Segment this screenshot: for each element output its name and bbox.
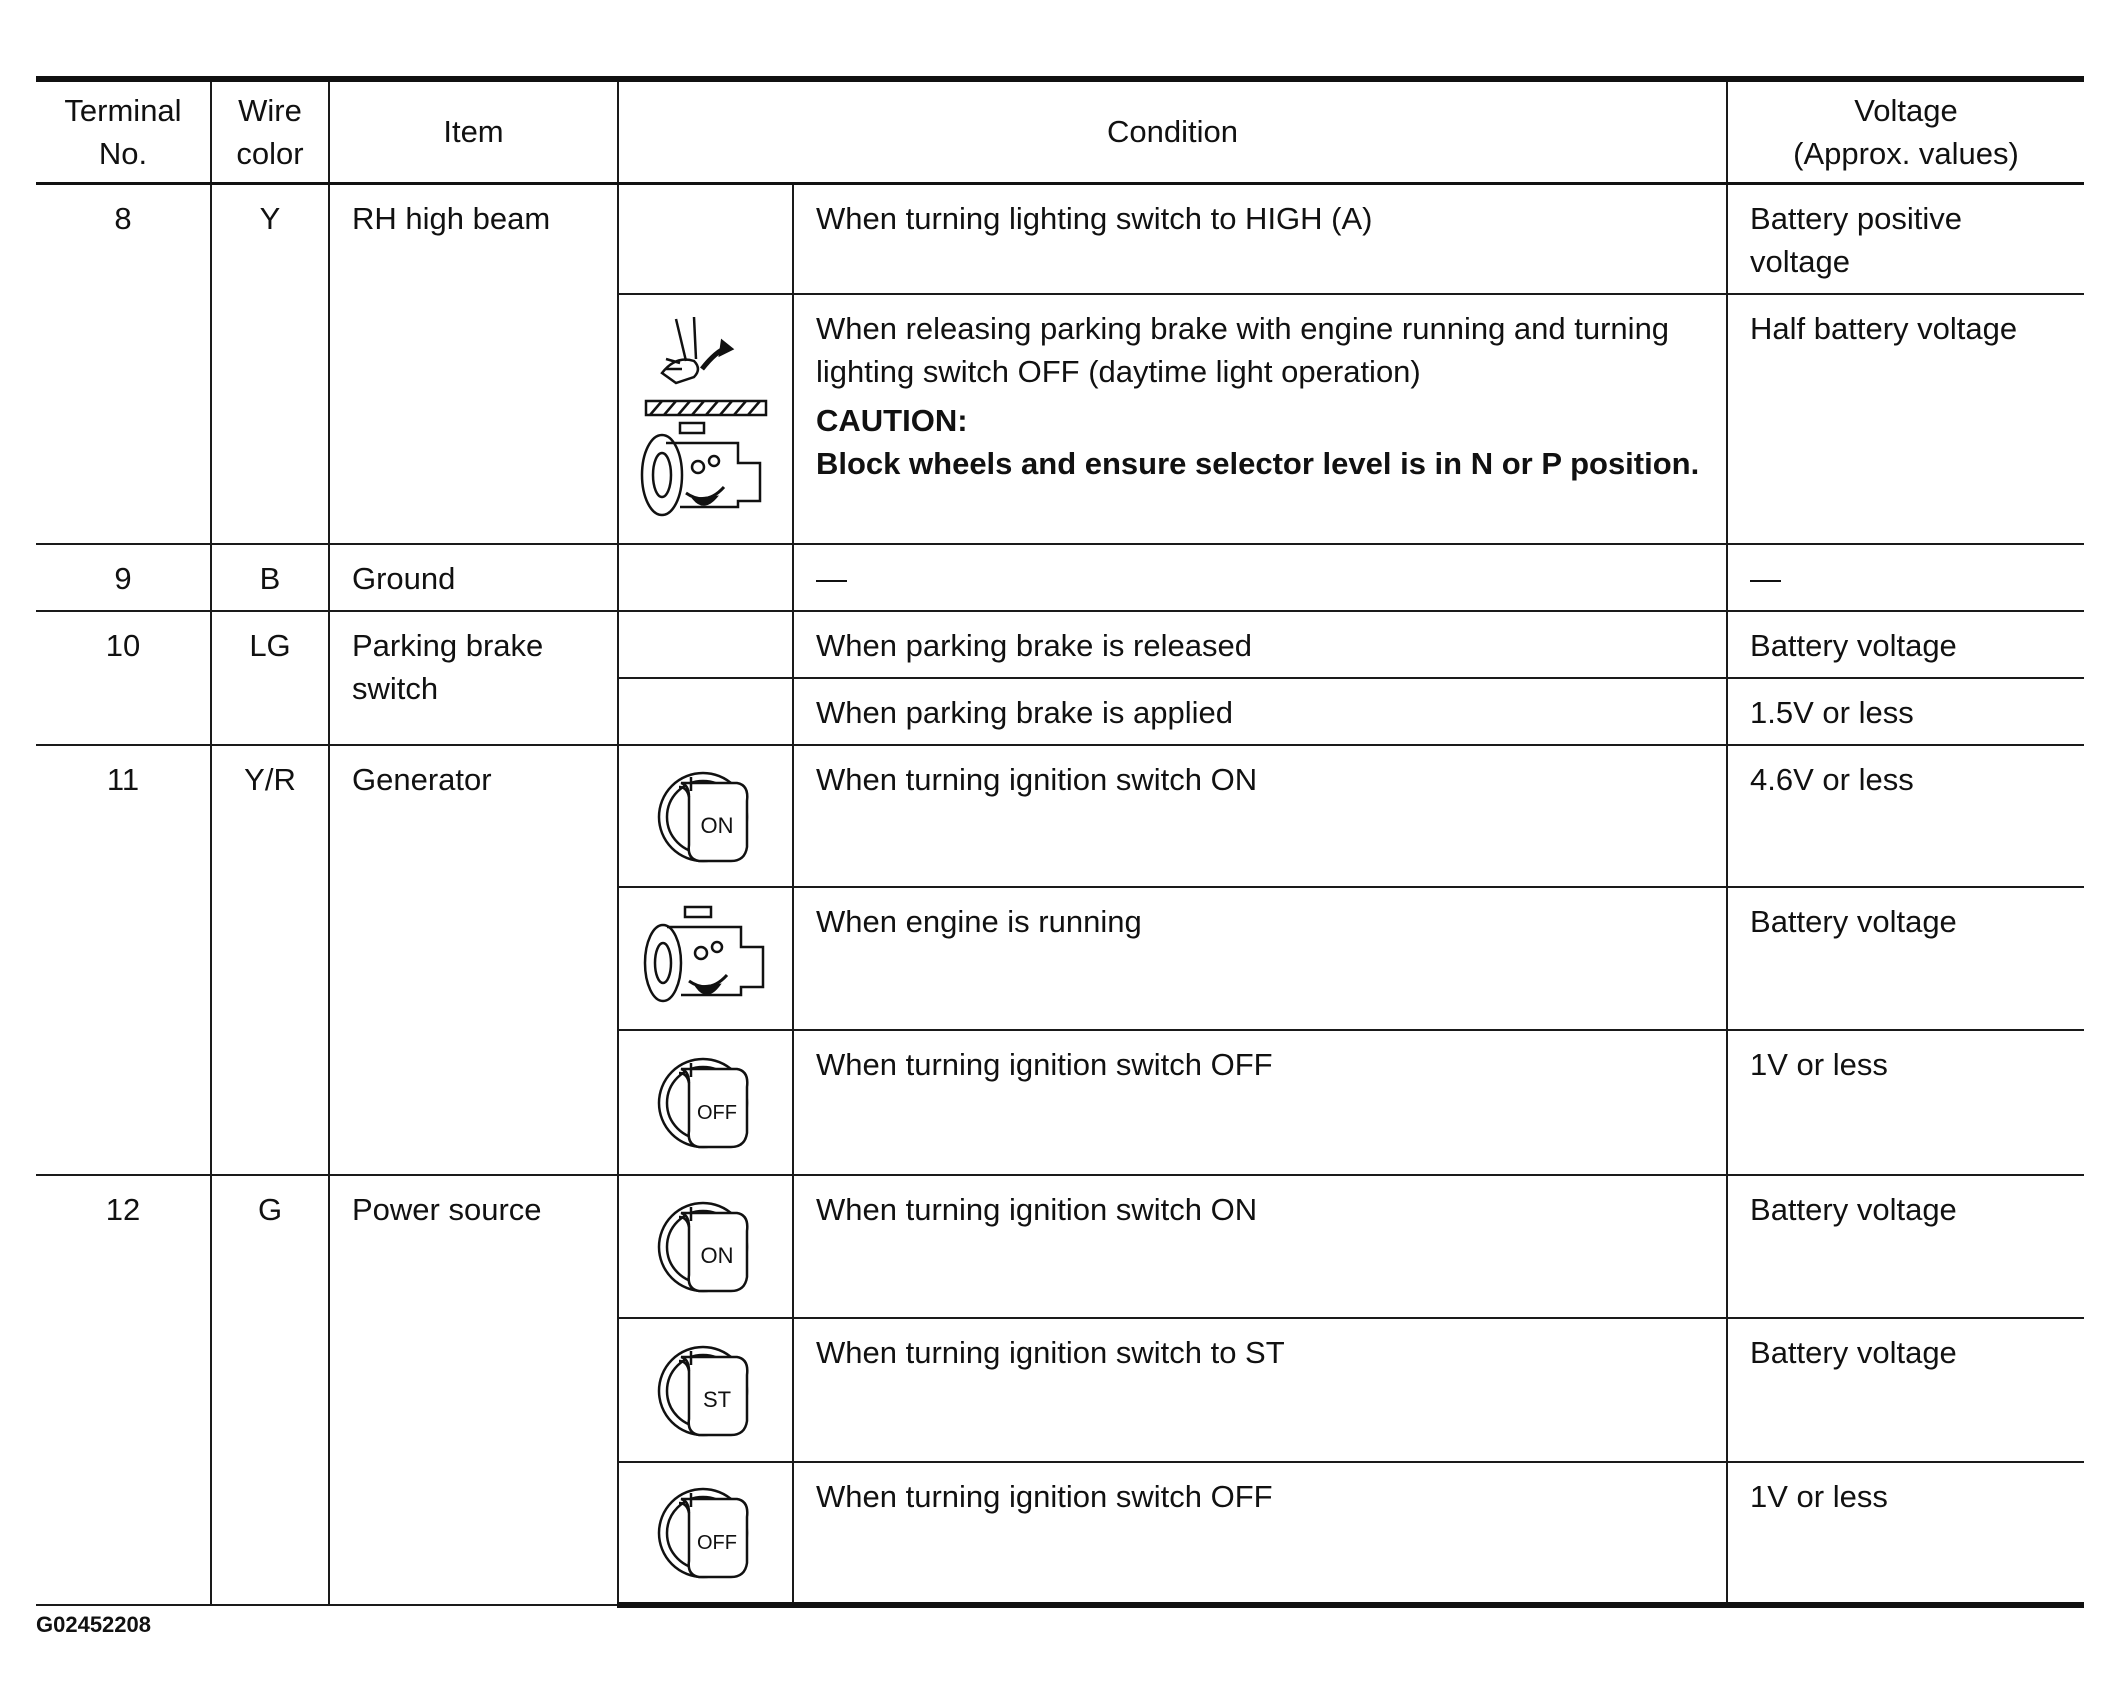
condition-text: When releasing parking brake with engine running and turning lighting switch OFF (daytime light operation) (816, 310, 1670, 389)
condition-text: — (793, 544, 1727, 611)
key-position-label: OFF (696, 1102, 737, 1124)
terminal-number: 10 (36, 611, 211, 745)
wire-color: Y/R (211, 745, 329, 1175)
ignition-key-st-graphic (651, 1335, 761, 1445)
key-position-label: ST (702, 1386, 731, 1412)
item-name: Parking brake switch (329, 611, 618, 745)
terminal-number: 12 (36, 1175, 211, 1605)
parking-brake-engine-running-graphic (636, 311, 776, 526)
engine-running-icon (618, 887, 793, 1030)
voltage-value: 1V or less (1727, 1462, 2084, 1605)
terminal-voltage-table-sheet (36, 76, 2084, 1608)
ignition-key-off-graphic (651, 1047, 761, 1157)
voltage-value: Battery voltage (1727, 611, 2084, 678)
ignition-key-off-graphic (651, 1477, 761, 1587)
empty-icon-cell (618, 678, 793, 745)
voltage-value: — (1727, 544, 2084, 611)
key-position-label: ON (700, 812, 733, 838)
voltage-value: Half battery voltage (1727, 294, 2084, 544)
table-row-terminal-8a (36, 183, 2084, 294)
header-wire-color: Wire color (211, 79, 329, 183)
terminal-number: 9 (36, 544, 211, 611)
wire-color: B (211, 544, 329, 611)
voltage-value: Battery voltage (1727, 887, 2084, 1030)
header-item: Item (329, 79, 618, 183)
terminal-number: 11 (36, 745, 211, 1175)
wire-color: G (211, 1175, 329, 1605)
key-position-label: OFF (696, 1532, 737, 1554)
ignition-key-on-graphic (651, 1191, 761, 1301)
voltage-value: 1.5V or less (1727, 678, 2084, 745)
table-row-terminal-12a (36, 1175, 2084, 1318)
item-name: Ground (329, 544, 618, 611)
ignition-key-on-icon (618, 1175, 793, 1318)
condition-text: When turning ignition switch to ST (793, 1318, 1727, 1462)
condition-text: When parking brake is applied (793, 678, 1727, 745)
ignition-key-st-icon (618, 1318, 793, 1462)
ignition-key-off-icon (618, 1462, 793, 1605)
item-name: RH high beam (329, 183, 618, 544)
empty-icon-cell (618, 611, 793, 678)
caution-title: CAUTION: (816, 402, 968, 438)
header-condition: Condition (618, 79, 1727, 183)
wire-color: Y (211, 183, 329, 544)
wire-color: LG (211, 611, 329, 745)
table-row-terminal-9 (36, 544, 2084, 611)
condition-text: When parking brake is released (793, 611, 1727, 678)
key-position-label: ON (700, 1243, 733, 1268)
condition-text: When turning lighting switch to HIGH (A) (793, 183, 1727, 294)
ignition-key-on-icon (618, 745, 793, 887)
condition-text: When turning ignition switch ON (793, 1175, 1727, 1318)
header-terminal-no: Terminal No. (36, 79, 211, 183)
empty-icon-cell (618, 544, 793, 611)
item-name: Generator (329, 745, 618, 1175)
table-row-terminal-10a (36, 611, 2084, 678)
header-voltage: Voltage (Approx. values) (1727, 79, 2084, 183)
figure-code: G02452208 (36, 1612, 151, 1637)
table-row-terminal-11a (36, 745, 2084, 887)
voltage-value: Battery voltage (1727, 1318, 2084, 1462)
terminal-number: 8 (36, 183, 211, 544)
ignition-key-on-graphic (651, 761, 761, 871)
ignition-key-off-icon (618, 1030, 793, 1175)
condition-text: When engine is running (793, 887, 1727, 1030)
voltage-value: 4.6V or less (1727, 745, 2084, 887)
condition-text: When turning ignition switch OFF (793, 1462, 1727, 1605)
terminal-voltage-table (36, 76, 2084, 1608)
header-row (36, 79, 2084, 183)
voltage-value: Battery voltage (1727, 1175, 2084, 1318)
caution-text: Block wheels and ensure selector level is in N or P position. (816, 445, 1700, 481)
item-name: Power source (329, 1175, 618, 1605)
condition-text: When turning ignition switch ON (793, 745, 1727, 887)
voltage-value: 1V or less (1727, 1030, 2084, 1175)
parking-brake-engine-running-icon (618, 294, 793, 544)
voltage-value: Battery positive voltage (1727, 183, 2084, 294)
condition-text: When turning ignition switch OFF (793, 1030, 1727, 1175)
engine-running-graphic (641, 903, 771, 1013)
condition-cell-daytime-light (793, 294, 1727, 544)
empty-icon-cell (618, 183, 793, 294)
